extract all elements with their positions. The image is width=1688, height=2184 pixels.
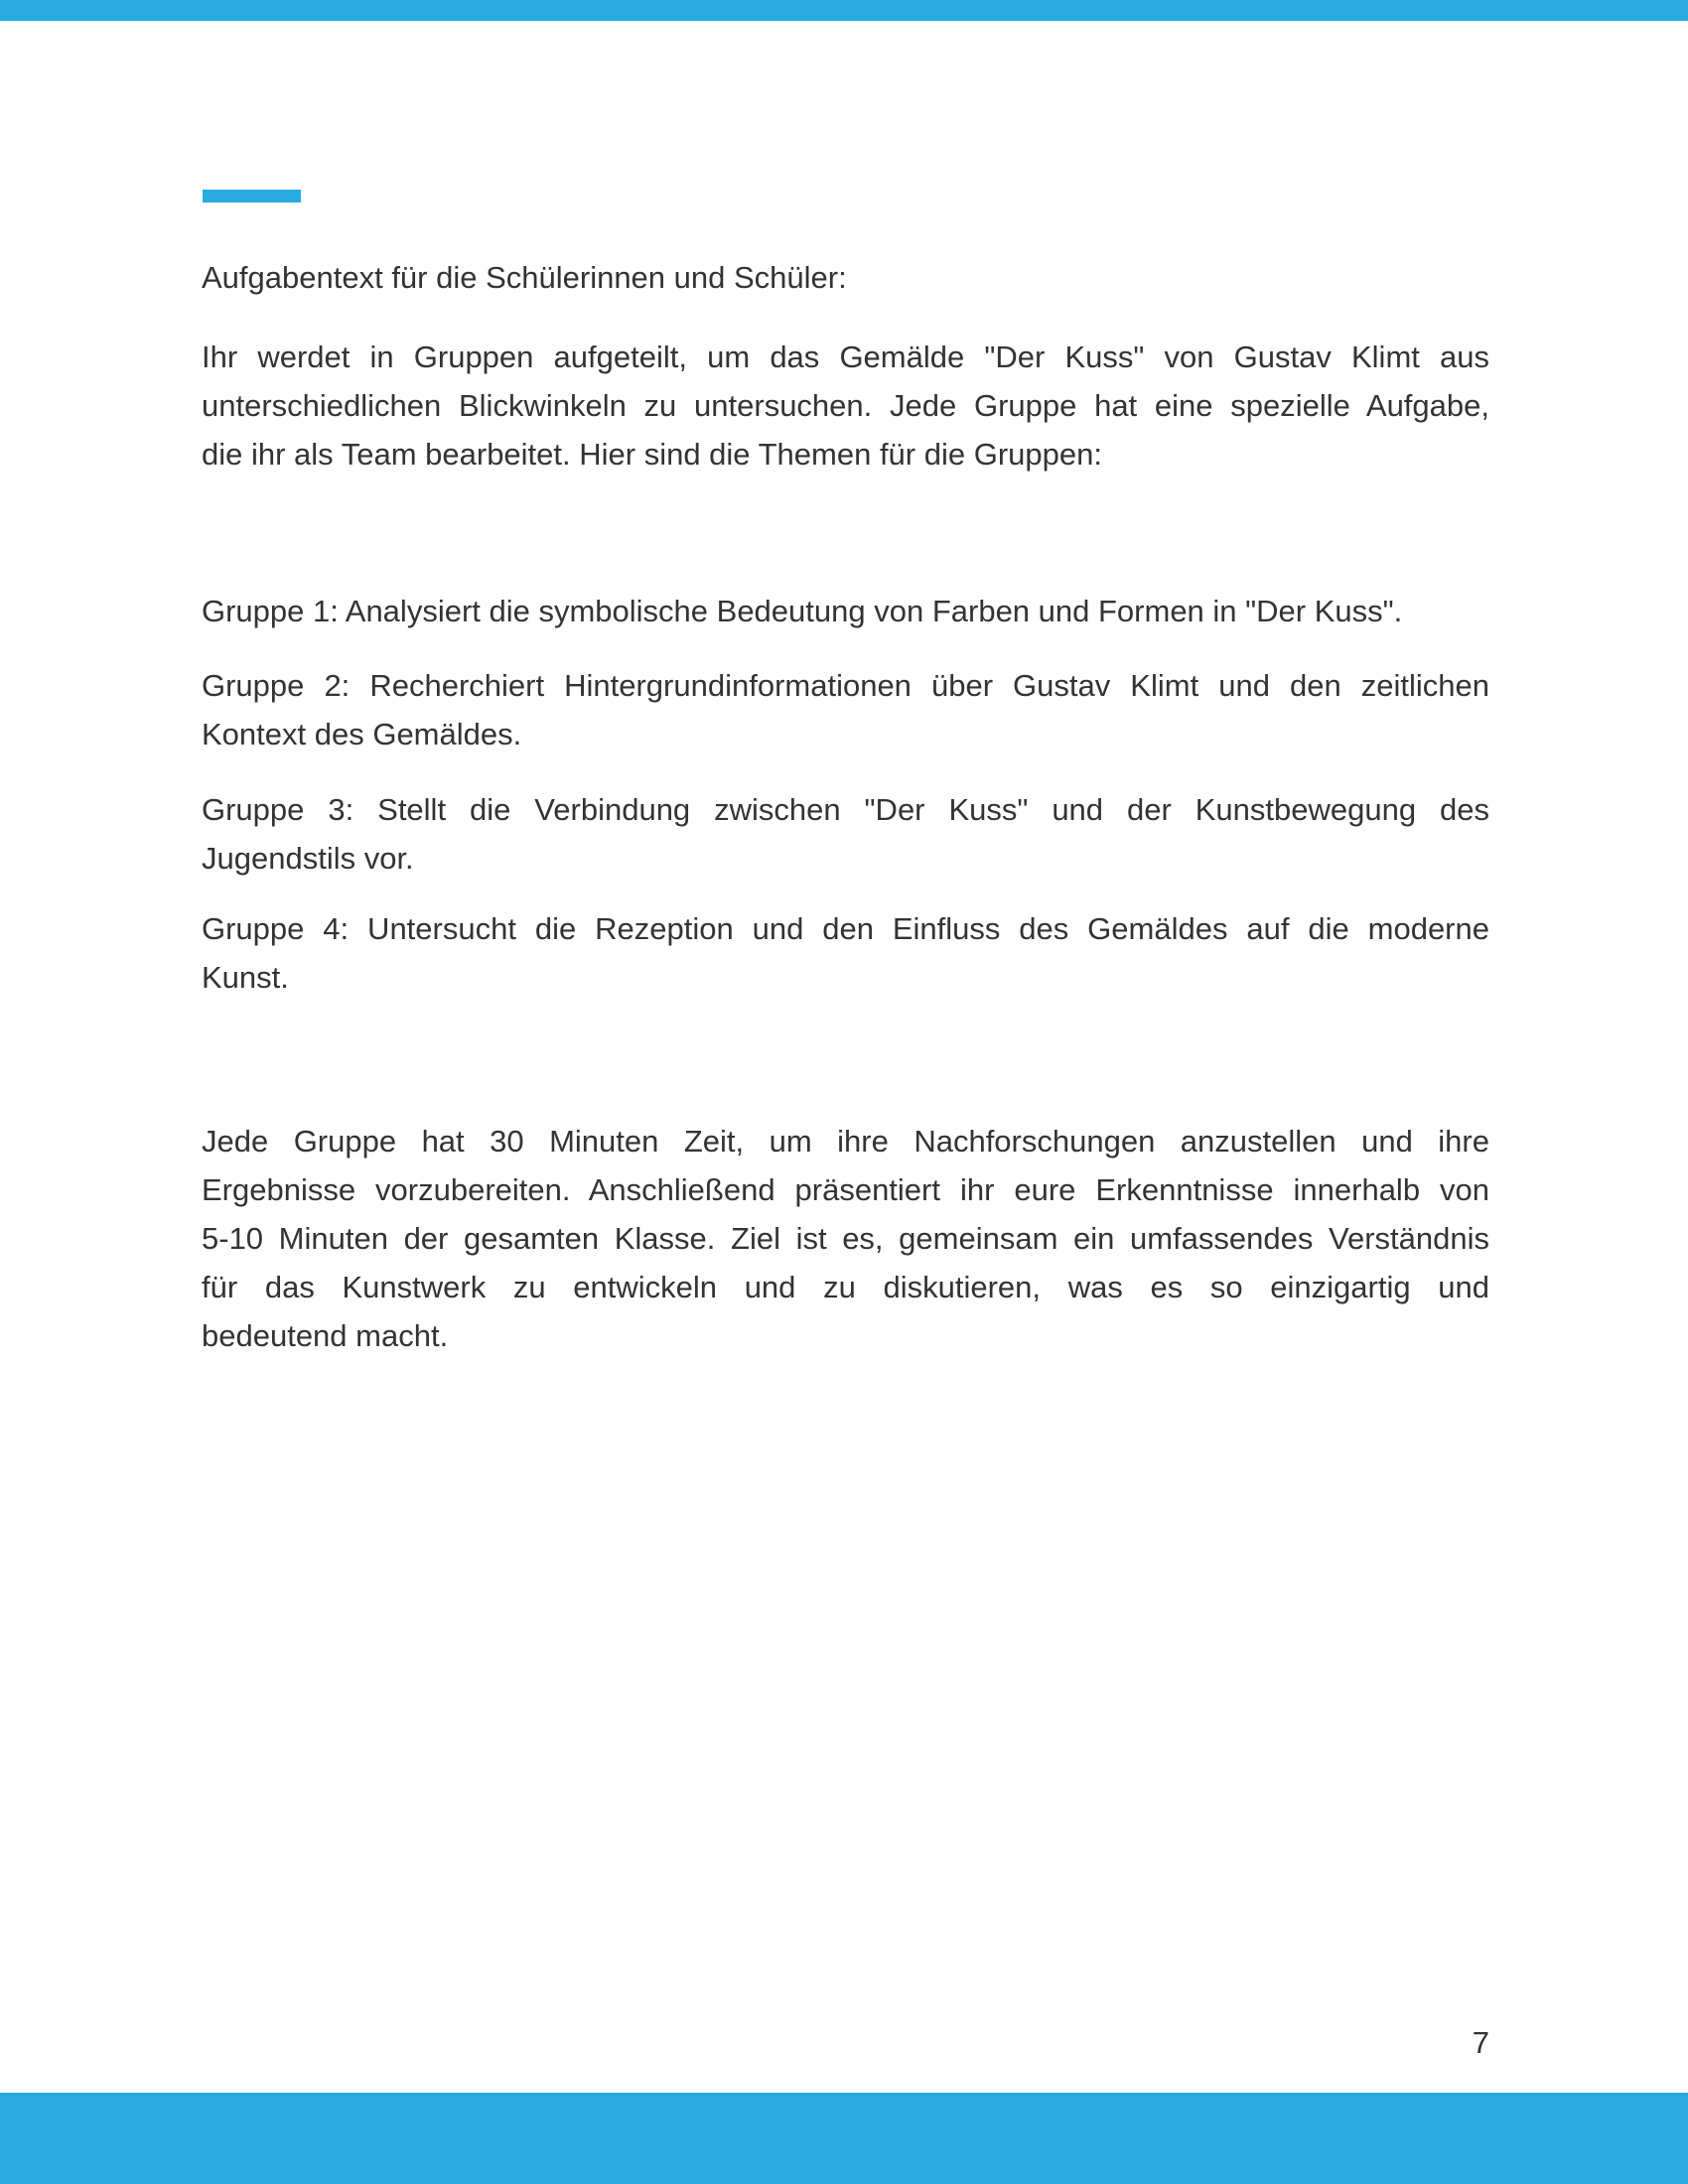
group-3-paragraph: [202, 785, 1489, 883]
closing-paragraph: [202, 1117, 1489, 1360]
text-line: Ihr werdet in Gruppen aufgeteilt, um das Gemälde "Der Kuss" von Gustav Klimt aus: [202, 340, 1489, 374]
group-4-paragraph: [202, 904, 1489, 1002]
text-line: Kontext des Gemäldes.: [202, 717, 522, 751]
group-2-paragraph: [202, 661, 1489, 758]
text-line: 5-10 Minuten der gesamten Klasse. Ziel ist es, gemeinsam ein umfassendes Verständnis: [202, 1221, 1489, 1256]
text-line: Aufgabentext für die Schülerinnen und Schüler:: [202, 260, 847, 295]
text-line: die ihr als Team bearbeitet. Hier sind die Themen für die Gruppen:: [202, 437, 1102, 472]
text-line: bedeutend macht.: [202, 1318, 449, 1353]
intro-paragraph: [202, 333, 1489, 478]
text-line: Gruppe 1: Analysiert die symbolische Bedeutung von Farben und Formen in "Der Kuss".: [202, 594, 1403, 628]
text-line: Gruppe 3: Stellt die Verbindung zwischen "Der Kuss" und der Kunstbewegung des: [202, 792, 1489, 827]
task-text-heading: [202, 253, 1489, 302]
text-line: für das Kunstwerk zu entwickeln und zu diskutieren, was es so einzigartig und: [202, 1270, 1489, 1304]
text-line: Gruppe 2: Recherchiert Hintergrundinformationen über Gustav Klimt und den zeitlichen: [202, 668, 1489, 703]
text-line: Kunst.: [202, 960, 289, 995]
footer-bar: [0, 2093, 1688, 2184]
section-accent-mark: [203, 190, 301, 203]
text-line: Jede Gruppe hat 30 Minuten Zeit, um ihre Nachforschungen anzustellen und ihre: [202, 1124, 1489, 1159]
header-bar: [0, 0, 1688, 21]
group-1-paragraph: [202, 587, 1489, 635]
text-line: Gruppe 4: Untersucht die Rezeption und den Einfluss des Gemäldes auf die moderne: [202, 911, 1489, 946]
page-number: 7: [1472, 2025, 1489, 2060]
text-line: Jugendstils vor.: [202, 841, 414, 876]
text-line: Ergebnisse vorzubereiten. Anschließend präsentiert ihr eure Erkenntnisse innerhalb von: [202, 1172, 1489, 1207]
text-line: unterschiedlichen Blickwinkeln zu untersuchen. Jede Gruppe hat eine spezielle Aufgabe,: [202, 388, 1489, 423]
